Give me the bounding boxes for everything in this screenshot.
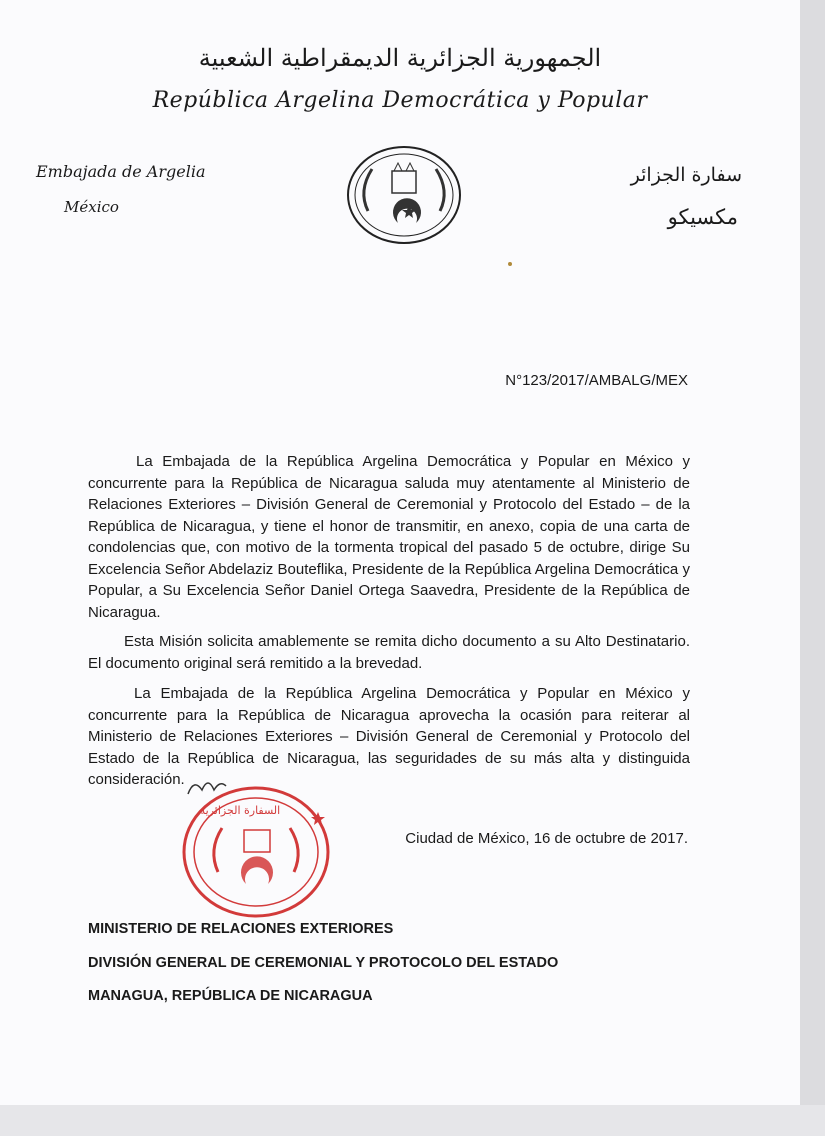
national-emblem-seal-icon (346, 145, 462, 245)
reference-number: N°123/2017/AMBALG/MEX (505, 372, 688, 389)
embassy-city-right: مكسيكو (667, 205, 738, 229)
letterhead-spanish-title: República Argelina Democrática y Popular (152, 88, 648, 113)
body-paragraph-1: La Embajada de la República Argelina Democrática y Popular en México y concurrente para la República de Nicaragua saluda muy atentamente al Ministerio de Relaciones Exteriores – División General de Ceremonial y Protocolo del Estado – de la República de Nicaragua, y tiene el honor de transmitir, en anexo, copia de una carta de condolencias que, con motivo de la tormenta tropical del pasado 5 de octubre, dirige Su Excelencia Señor Abdelaziz Bouteflika, Presidente de la República Argelina Democrática y Popular, a Su Excelencia Señor Daniel Ortega Saavedra, Presidente de la República de Nicaragua. (88, 453, 690, 621)
embassy-city-left: México (64, 198, 119, 216)
scan-edge-bottom (0, 1105, 825, 1136)
recipient-line-2: DIVISIÓN GENERAL DE CEREMONIAL Y PROTOCOLO DEL ESTADO (88, 955, 559, 971)
recipient-line-1: MINISTERIO DE RELACIONES EXTERIORES (88, 921, 394, 937)
stamp-text: السفارة الجزائرية (199, 804, 281, 817)
embassy-name-right: سفارة الجزائر (630, 164, 742, 186)
embassy-name-left: Embajada de Argelia (36, 162, 206, 181)
recipient-line-3: MANAGUA, REPÚBLICA DE NICARAGUA (88, 988, 373, 1004)
scan-edge-right (800, 0, 825, 1136)
letterhead-arabic-title: الجمهورية الجزائرية الديمقراطية الشعبية (198, 44, 602, 72)
paper-speck (508, 262, 512, 266)
embassy-stamp-icon (178, 772, 338, 922)
body-paragraph-3: La Embajada de la República Argelina Democrática y Popular en México y concurrente para la República de Nicaragua aprovecha la ocasión para reiterar al Ministerio de Relaciones Exteriores – División General de Ceremonial y Protocolo del Estado de la República de Nicaragua, las seguridades de su más alta y distinguida consideración. (88, 685, 690, 788)
date-and-place: Ciudad de México, 16 de octubre de 2017. (405, 830, 688, 847)
body-paragraph-2: Esta Misión solicita amablemente se remita dicho documento a su Alto Destinatario. El documento original será remitido a la brevedad. (88, 633, 690, 672)
